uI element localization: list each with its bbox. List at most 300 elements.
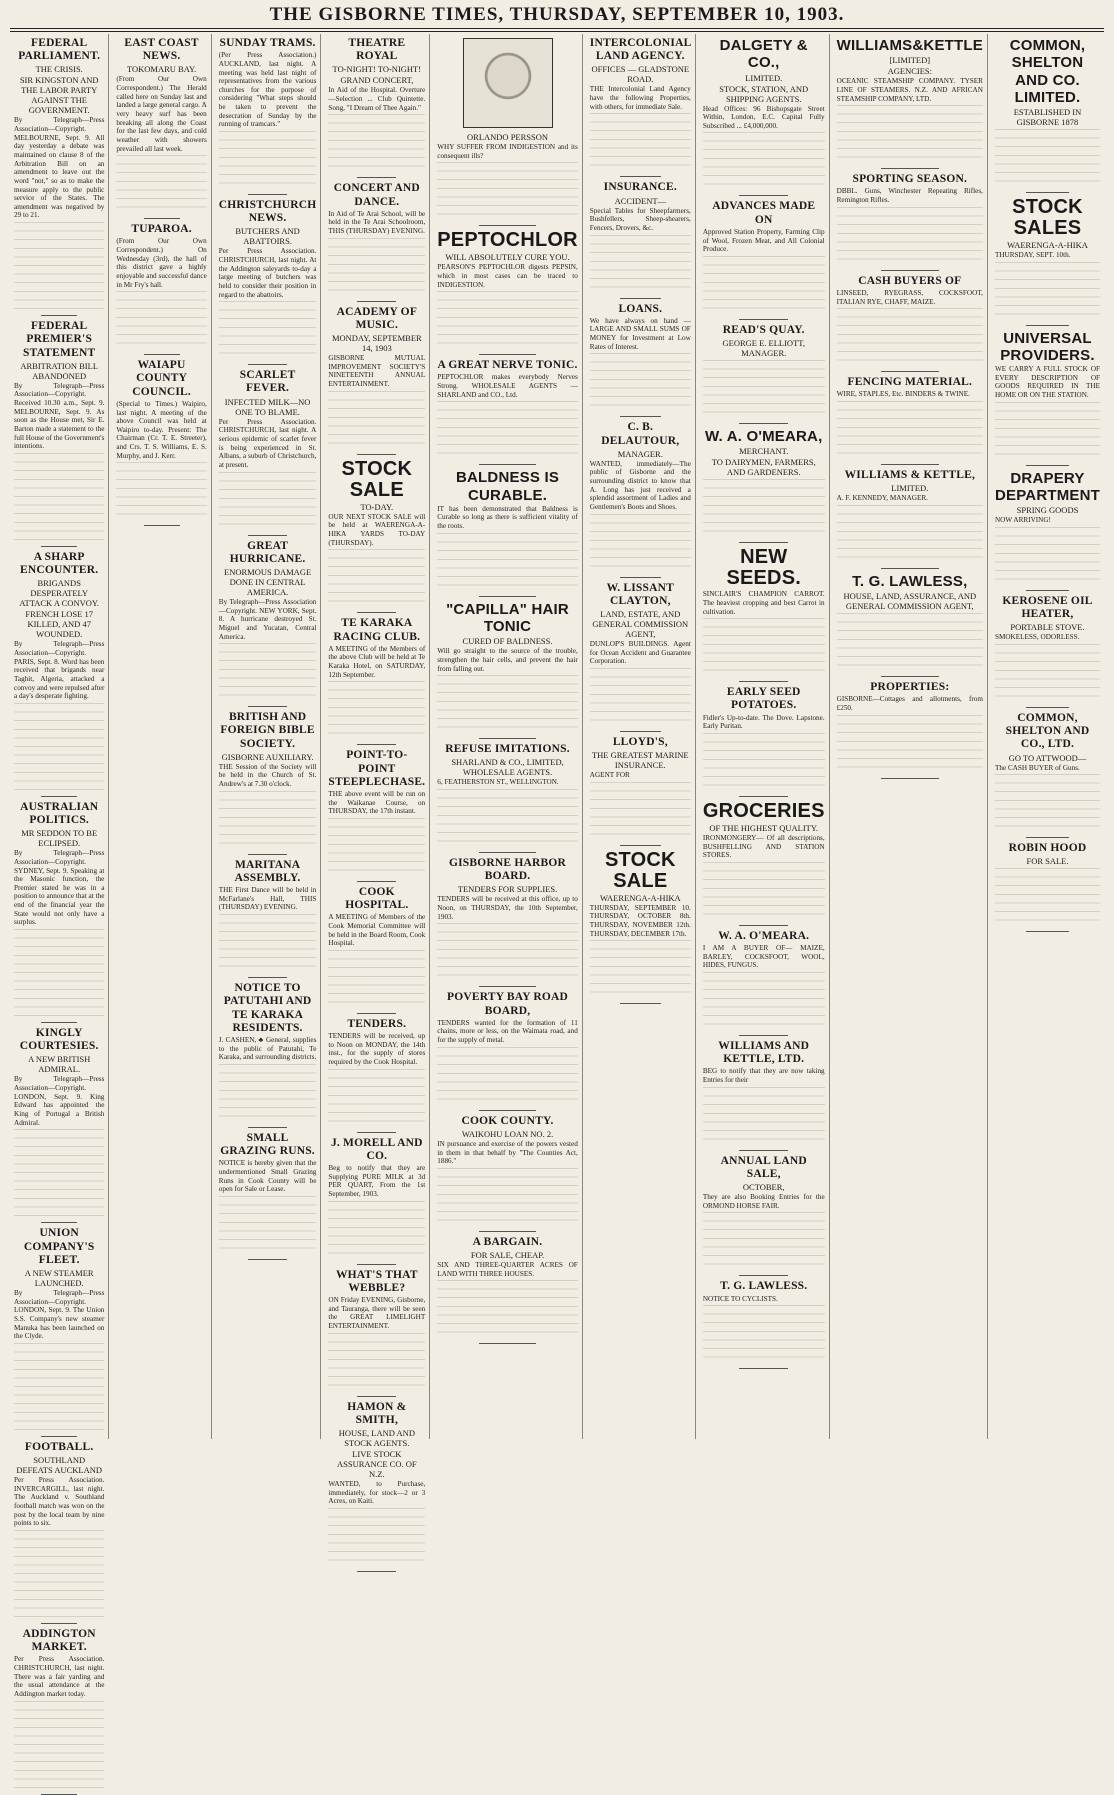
article-headline: WAIAPU COUNTY COUNCIL. [132, 359, 191, 398]
article-body: (From Our Own Correspondent.) The Herald called here on Sunday last and landed a large general cargo. A very heavy surf has been breaking all along the Coast for the last few days, and cold weather with showers prevailed all last week. [116, 75, 207, 153]
text-lines-decoration [14, 1129, 104, 1219]
article-separator [739, 1275, 788, 1276]
article-body: J. CASHEN, ♣ General, supplies to the public of Patutahi, Te Karaka, and surrounding districts. [218, 1036, 317, 1062]
article-headline: FEDERAL PARLIAMENT. [18, 37, 101, 63]
article-separator [41, 796, 77, 797]
article-headline: MARITANA ASSEMBLY. [234, 858, 301, 884]
article [219, 1132, 317, 1260]
text-lines-decoration [703, 618, 825, 678]
article-body: Will go straight to the source of the trouble, strengthen the hair cells, and prevent the hair from falling out. [437, 647, 578, 673]
text-lines-decoration [14, 703, 104, 793]
article-subheading: ACCIDENT— [614, 195, 667, 206]
article-subheading: OF THE HIGHEST QUALITY. [709, 822, 819, 833]
article-body: Special Tables for Sheepfarmers, Bushfellers, Sheep-shearers, Fencers, Drovers, &c. [589, 206, 691, 232]
article [14, 551, 104, 797]
article-headline: UNION COMPANY'S FLEET. [23, 1227, 95, 1266]
article-separator [881, 568, 940, 569]
article-subheading: TOKOMARU BAY. [126, 64, 197, 75]
article-subheading: WAERENGA-A-HIKA [1007, 240, 1088, 250]
text-lines-decoration [590, 940, 691, 1000]
article-body: BEG to notify that they are now taking Entries for their [702, 1067, 825, 1085]
article [837, 275, 983, 373]
article [703, 930, 825, 1036]
article [437, 991, 578, 1110]
article-headline: EAST COAST NEWS. [124, 37, 199, 63]
article [219, 711, 317, 855]
article-body: Fidler's Up-to-date. The Dove. Lapstone. Early Puritan. [702, 713, 825, 731]
text-lines-decoration [437, 923, 578, 983]
article-subheading: TENDERS FOR SUPPLIES. [457, 884, 558, 895]
article-headline: SCARLET FEVER. [239, 369, 296, 395]
article-separator [357, 1264, 396, 1265]
article [14, 801, 104, 1023]
article-body: THURSDAY, SEPT. 10th. [994, 251, 1071, 259]
article-separator [1026, 931, 1068, 932]
article-headline: ADDINGTON MARKET. [22, 1627, 96, 1654]
text-lines-decoration [328, 1069, 425, 1129]
article-body: By Telegraph—Press Association—Copyright. MELBOURNE, Sept. 9. All day yesterday a debate was maintained on clause 8 of the Arbitration Bill on an amendment to leave out the word "not," so as to make the measure apply to the public service of the States. The amendment was negatived by 29 to 21. [14, 116, 105, 220]
article-headline: ADVANCES MADE ON [712, 200, 816, 226]
text-lines-decoration [995, 644, 1100, 704]
article [328, 459, 425, 614]
text-lines-decoration [14, 929, 104, 1019]
article-headline: COMMON, SHELTON AND CO., LTD. [1005, 711, 1090, 751]
text-lines-decoration [219, 791, 317, 851]
text-lines-decoration [437, 1047, 578, 1107]
text-lines-decoration [328, 818, 425, 878]
article-separator [41, 1022, 77, 1023]
column-7 [699, 34, 830, 1439]
article-separator [479, 225, 535, 226]
article-headline: PROPERTIES: [870, 681, 950, 694]
column-2 [112, 34, 211, 1439]
article-subheading: INFECTED MILK—NO ONE TO BLAME. [224, 396, 311, 417]
article [437, 359, 578, 465]
article-subheading: STOCK, STATION, AND SHIPPING AGENTS. [719, 83, 809, 104]
text-lines-decoration [590, 235, 691, 295]
column-6 [586, 34, 696, 1439]
article [328, 306, 425, 455]
article-subheading: LAND, ESTATE, AND GENERAL COMMISSION AGENT, [592, 609, 689, 639]
article-headline: DRAPERY DEPARTMENT [994, 469, 1101, 504]
text-lines-decoration [14, 222, 104, 312]
article-separator [1026, 325, 1068, 326]
article-headline: NEW SEEDS. [726, 546, 801, 590]
column-3 [215, 34, 322, 1439]
article-headline: WILLIAMS&KETTLE [836, 37, 983, 54]
article-subheading: SIR KINGSTON AND THE LABOR PARTY AGAINST THE GOVERNMENT. [19, 75, 99, 116]
text-lines-decoration [437, 162, 578, 222]
article-headline: T. G. LAWLESS. [720, 1280, 808, 1293]
article-body: By Telegraph—Press Association—Copyright. Received 10.30 a.m., Sept. 9. MELBOURNE, Sept. 9. As soon as the House met, Sir E. Barton made a statement to the full House of the Government's intentions. [14, 381, 105, 451]
article-body: WHY SUFFER FROM INDIGESTION and its consequent ills? [437, 143, 578, 160]
article-separator [357, 1396, 396, 1397]
article-body: SMOKELESS, ODORLESS. [994, 633, 1080, 642]
article-separator [739, 681, 788, 682]
article-subheading: MANAGER. [617, 448, 663, 459]
article-separator [479, 464, 535, 465]
article-body: IN pursuance and exercise of the powers vested in them in that behalf by "The Counties Act, 1886." [437, 1139, 578, 1166]
article [219, 369, 317, 535]
article-headline: THEATRE ROYAL [348, 37, 406, 63]
text-lines-decoration [328, 549, 425, 609]
article-subheading: FOR SALE. [1026, 856, 1069, 867]
text-lines-decoration [703, 972, 825, 1032]
text-lines-decoration [437, 1280, 578, 1340]
article-separator [357, 1571, 396, 1572]
article [328, 1401, 425, 1572]
article-separator [479, 1231, 535, 1232]
article-body: They are also Booking Entries for the ORMOND HORSE FAIR. [702, 1193, 825, 1210]
article-body: In Aid of the Hospital. Overture—Selection ... Club Quintette. Song, "I Dream of Thee Again." [328, 86, 426, 112]
article-subheading: CURED OF BALDNESS. [462, 636, 553, 647]
article-subheading: SHARLAND & CO., LIMITED, WHOLESALE AGENTS. [451, 757, 564, 778]
article [437, 230, 578, 355]
article [590, 181, 691, 298]
article-separator [248, 535, 287, 536]
article-separator [620, 577, 660, 578]
article-body: By Telegraph—Press Association—Copyright. PARIS, Sept. 8. Word has been received that brigands near Taghit, Algeria, attacked a convoy and were repulsed after a day's desperate fighting. [14, 640, 105, 701]
article [437, 743, 578, 853]
article-subheading: SPRING GOODS [1016, 505, 1079, 516]
article-headline: W. A. O'MEARA. [718, 929, 810, 942]
text-lines-decoration [837, 105, 983, 165]
article-subheading: GO TO ATTWOOD— [1008, 752, 1087, 763]
article-separator [357, 1132, 396, 1133]
article-separator [620, 298, 660, 299]
article-body: In Aid of Te Arai School, will be held in the Te Arai Schoolroom, THIS (THURSDAY) EVENING. [328, 209, 426, 236]
article-body: DUNLOP'S BUILDINGS. Agent for Ocean Accident and Guarantee Corporation. [589, 640, 691, 666]
article-headline: COOK COUNTY. [461, 1114, 554, 1127]
text-lines-decoration [437, 675, 578, 735]
article-headline: DALGETY & CO., [719, 37, 808, 72]
article [995, 37, 1100, 193]
article-subheading: LIMITED. [891, 483, 929, 494]
article-subheading: GRAND CONCERT, [340, 75, 414, 86]
article [219, 37, 317, 195]
article-separator [739, 1035, 788, 1036]
article-body: IT has been demonstrated that Baldness is Curable so long as there is sufficient vitality of the roots. [437, 504, 578, 531]
article-headline: WILLIAMS & KETTLE, [844, 469, 976, 482]
article-body: A MEETING of Members of the Cook Memorial Committee will be held in the Board Room, Cook Hospital. [328, 913, 426, 948]
article-body: (From Our Own Correspondent.) On Wednesday (3rd), the hall of this district gave a highly enjoyable and successful dance in Mr Fry's hall. [116, 237, 207, 289]
article [703, 37, 825, 196]
article-subheading: TO-DAY. [360, 501, 394, 512]
columns [10, 34, 1104, 1698]
article-body: AGENT FOR [589, 771, 630, 780]
text-lines-decoration [995, 402, 1100, 462]
article-body: GISBORNE—Cottages and allotments, from £250. [836, 695, 983, 712]
article [703, 324, 825, 424]
text-lines-decoration [590, 668, 691, 728]
article [590, 37, 691, 177]
article-separator [357, 301, 396, 302]
article-body: We have always on hand — LARGE AND SMALL SUMS OF MONEY for Investment at Low Rates of Interest. [589, 316, 691, 351]
article-headline: UNIVERSAL PROVIDERS. [1000, 329, 1095, 364]
article-subheading: BUTCHERS AND ABATTOIRS. [235, 226, 300, 247]
article-separator [881, 371, 940, 372]
article-body: A MEETING of the Members of the above Club will be held at Te Karaka Hotel, on SATURDAY, 12th September. [328, 644, 426, 679]
text-lines-decoration [328, 1201, 425, 1261]
article-headline: POVERTY BAY ROAD BOARD, [447, 991, 569, 1017]
text-lines-decoration [116, 462, 206, 522]
article [995, 842, 1100, 932]
article-subheading: A NEW BRITISH ADMIRAL. [28, 1054, 91, 1075]
article-body: PEARSON'S PEPTOCHLOR digests PEPSIN, which in most cases can be traced to INDIGESTION. [437, 263, 578, 289]
article-headline: COMMON, SHELTON AND CO. LIMITED. [1009, 37, 1086, 106]
article-body: The CASH BUYER of Guns. [994, 763, 1080, 772]
article-body: TENDERS will be received at this office, up to Noon, on THURSDAY, the 10th September, 1903. [437, 895, 578, 921]
article-body: THE above event will be run on the Waikanae Course, on THURSDAY, the 17th instant. [328, 789, 426, 816]
article-separator [41, 1623, 77, 1624]
article-subheading: OCTOBER, [742, 1182, 785, 1193]
article [14, 1628, 104, 1795]
text-lines-decoration [837, 308, 983, 368]
article-separator [248, 706, 287, 707]
article [437, 469, 578, 596]
text-lines-decoration [116, 291, 206, 351]
article [437, 1236, 578, 1345]
article-body: THURSDAY, SEPTEMBER 10. THURSDAY, OCTOBER 8th. THURSDAY, NOVEMBER 12th. THURSDAY, DECEMBER 17th. [589, 903, 691, 938]
article-body: ON Friday EVENING, Gisborne, and Tauranga, there will be seen the GREAT LIMELIGHT ENTERTAINMENT. [328, 1296, 426, 1330]
article-headline: WILLIAMS AND KETTLE, LTD. [718, 1039, 810, 1066]
text-lines-decoration [995, 129, 1100, 189]
masthead-rule-2 [10, 31, 1104, 32]
article [219, 859, 317, 978]
article-body: TENDERS will be received, up to Noon on MONDAY, the 14th inst., for the supply of stores required by the Cook Hospital. [328, 1032, 426, 1066]
article-body: THE Session of the Society will be held in the Church of St. Andrew's at 7.30 o'clock. [218, 762, 317, 789]
article-body: OCEANIC STEAMSHIP COMPANY. TYSER LINE OF STEAMERS. N.Z. AND AFRICAN STEAMSHIP COMPANY, LTD. [836, 77, 983, 103]
text-lines-decoration [14, 1701, 104, 1791]
article-body: Per Press Association. CHRISTCHURCH, last night. A serious epidemic of scarlet fever is being experienced in St. Albans, a suburb of Christchurch, at present. [218, 417, 317, 469]
article [437, 601, 578, 739]
column-1 [10, 34, 109, 1698]
article [328, 617, 425, 745]
article-subheading: ESTABLISHED IN GISBORNE 1878 [1013, 107, 1082, 127]
article [703, 1040, 825, 1151]
article-separator [739, 1368, 788, 1369]
article-body: NOTICE TO CYCLISTS. [702, 1294, 778, 1303]
text-lines-decoration [437, 1168, 578, 1228]
article-subheading: WILL ABSOLUTELY CURE YOU. [445, 252, 570, 263]
article-headline: J. MORELL AND CO. [330, 1136, 423, 1162]
article-body: 6, FEATHERSTON ST., WELLINGTON. [437, 778, 559, 787]
article-separator [881, 778, 940, 779]
text-lines-decoration [437, 401, 578, 461]
article [219, 199, 317, 365]
article-headline: A BARGAIN. [472, 1235, 543, 1248]
article-separator [248, 854, 287, 855]
article [590, 421, 691, 577]
text-lines-decoration [995, 868, 1100, 928]
article-body: NOW ARRIVING! [994, 516, 1051, 525]
article-headline: KEROSENE OIL HEATER, [1002, 594, 1093, 621]
text-lines-decoration [437, 291, 578, 351]
article [590, 303, 691, 418]
article-headline: GREAT HURRICANE. [229, 539, 306, 565]
article-separator [357, 177, 396, 178]
article-separator [739, 542, 788, 543]
article [219, 540, 317, 708]
article [703, 686, 825, 797]
article-subheading: TO-NIGHT! TO-NIGHT! [332, 64, 422, 75]
article-separator [41, 315, 77, 316]
article-separator [357, 1013, 396, 1014]
article [116, 223, 206, 355]
article-separator [1026, 192, 1068, 193]
article-separator [248, 1259, 287, 1260]
article-headline: CASH BUYERS OF [858, 274, 962, 287]
article-headline: BRITISH AND FOREIGN BIBLE SOCIETY. [220, 711, 315, 750]
article-separator [479, 738, 535, 739]
article [703, 428, 825, 543]
article-headline: GISBORNE HARBOR BOARD. [448, 857, 567, 883]
article-body: NOTICE is hereby given that the undermentioned Small Grazing Runs in Cook County will be open for Sale or Lease. [218, 1159, 317, 1194]
column-9 [991, 34, 1104, 1439]
article [328, 1018, 425, 1133]
article-headline: FEDERAL PREMIER'S STATEMENT [23, 320, 96, 359]
column-8 [833, 34, 988, 1439]
article-separator [479, 596, 535, 597]
article-headline: STOCK SALE [341, 457, 413, 501]
article [437, 38, 578, 226]
article [14, 1441, 104, 1624]
article-subheading: OFFICES — GLADSTONE ROAD. [591, 64, 690, 85]
text-lines-decoration [219, 472, 317, 532]
article-separator [881, 464, 940, 465]
article-headline: W. LISSANT CLAYTON, [606, 581, 675, 607]
article-headline: NOTICE TO PATUTAHI AND TE KARAKA RESIDENTS. [223, 982, 312, 1034]
text-lines-decoration [437, 533, 578, 593]
article-body: By Telegraph—Press Association—Copyright. NEW YORK, Sept. 8. A hurricane destroyed St. Miguel and Yucatan, Central America. [218, 597, 317, 641]
article-separator [620, 416, 660, 417]
article-subheading: PORTABLE STOVE. [1010, 622, 1085, 633]
text-lines-decoration [590, 514, 691, 574]
article-headline: A SHARP ENCOUNTER. [20, 550, 99, 577]
article-subheading: MONDAY, SEPTEMBER 14, 1903 [331, 333, 422, 354]
article [328, 1137, 425, 1265]
article [837, 376, 983, 465]
text-lines-decoration [703, 733, 825, 793]
article [995, 595, 1100, 708]
article-separator [620, 845, 660, 846]
text-lines-decoration [219, 301, 317, 361]
article-body: Approved Station Property, Farming Clip of Wool, Frozen Meat, and All Colonial Produce. [702, 227, 825, 254]
text-lines-decoration [703, 360, 825, 420]
article-separator [620, 1003, 660, 1004]
article-headline: LOANS. [618, 302, 663, 315]
article-headline: STOCK SALES [1012, 196, 1083, 239]
article-body: OUR NEXT STOCK SALE will be held at WAERENGA-A-HIKA YARDS TO-DAY (THURSDAY). [328, 512, 426, 547]
article-subheading: WAIKOHU LOAN NO. 2. [461, 1128, 554, 1139]
article-body: THE First Dance will be held in McFarlane's Hall, THIS (THURSDAY) EVENING. [218, 886, 317, 912]
article-separator [248, 364, 287, 365]
article [328, 886, 425, 1014]
article-subheading: MR SEDDON TO BE ECLIPSED. [21, 828, 98, 849]
article [328, 182, 425, 301]
article-body: Per Press Association. CHRISTCHURCH, last night. At the Addington saleyards to-day a large meeting of butchers was held to consider their position in regard to the abattoirs. [218, 247, 317, 299]
text-lines-decoration [328, 1333, 425, 1393]
article [995, 330, 1100, 466]
article-separator [620, 176, 660, 177]
article-subheading: GISBORNE AUXILIARY. [221, 751, 314, 762]
article-subheading: THE GREATEST MARINE INSURANCE. [591, 750, 689, 771]
article-subheading: AGENCIES: [887, 66, 932, 77]
article-subheading: GEORGE E. ELLIOTT, MANAGER. [722, 338, 805, 358]
text-lines-decoration [328, 114, 425, 174]
article [328, 37, 425, 178]
article-headline: C. B. DELAUTOUR, [601, 421, 680, 447]
article-headline: A GREAT NERVE TONIC. [437, 359, 578, 372]
text-lines-decoration [590, 782, 691, 842]
article-headline: STOCK SALE [604, 848, 676, 892]
article-body: WE CARRY A FULL STOCK OF EVERY DESCRIPTION OF GOODS REQUIRED IN THE HOME OR ON THE STATION. [994, 365, 1101, 400]
article-headline: W. A. O'MEARA, [704, 428, 823, 445]
text-lines-decoration [219, 1064, 317, 1124]
article-body: Head Offices: 96 Bishopsgate Street Within, London, E.C. Capital Fully Subscribed ... £4,000,000. [702, 104, 825, 130]
text-lines-decoration [837, 613, 983, 673]
text-lines-decoration [995, 527, 1100, 587]
article-subheading: HOUSE, LAND, ASSURANCE, AND GENERAL COMMISSION AGENT, [843, 591, 977, 612]
portrait-illustration [463, 38, 553, 128]
article [837, 173, 983, 271]
article-subheading: TO DAIRYMEN, FARMERS, AND GARDENERS. [711, 457, 816, 478]
article [703, 1280, 825, 1369]
article [14, 1027, 104, 1223]
text-lines-decoration [219, 914, 317, 974]
text-lines-decoration [328, 391, 425, 451]
article [116, 359, 206, 526]
article-body: Beg to notify that they are Supplying PURE MILK at 3d PER QUART, From the 1st September, 1903. [328, 1164, 426, 1198]
article-body: IRONMONGERY— Of all descriptions, BUSHFELLING AND STATION STORES. [702, 833, 825, 860]
text-lines-decoration [328, 1508, 425, 1568]
article-body: SINCLAIR'S CHAMPION CARROT. The heaviest cropping and best Carrot in cultivation. [702, 590, 825, 616]
article-subheading: A NEW STEAMER LAUNCHED. [24, 1267, 94, 1288]
article-body: Per Press Association. INVERCARGILL, last night. The Auckland v. Southland football match was won on the post by the local team by nine points to six. [14, 1476, 105, 1528]
article-separator [1026, 837, 1068, 838]
article [14, 1227, 104, 1437]
text-lines-decoration [703, 1087, 825, 1147]
article-body: (Per Press Association.) AUCKLAND, last night. A meeting was held last night of representatives from the various churches for the purpose of considering "What steps should be taken to prevent the desecration of Sunday by the running of tramcars." [218, 51, 317, 129]
article-separator [1026, 707, 1068, 708]
text-lines-decoration [14, 453, 104, 543]
article-headline: GROCERIES [702, 799, 825, 822]
article-headline: FENCING MATERIAL. [847, 376, 973, 389]
article [328, 749, 425, 882]
article-body: WANTED, to Purchase, immediately, for stock—2 or 3 Acres, on Kaiti. [328, 1480, 426, 1506]
article-subheading: LIVE STOCK ASSURANCE CO. OF N.Z. [337, 1449, 417, 1480]
article [590, 736, 691, 846]
article-separator [620, 731, 660, 732]
text-lines-decoration [703, 1212, 825, 1272]
article-headline: BALDNESS IS CURABLE. [455, 469, 560, 504]
article [590, 850, 691, 1005]
text-lines-decoration [837, 505, 983, 565]
text-lines-decoration [703, 479, 825, 539]
article-headline: AUSTRALIAN POLITICS. [20, 800, 99, 827]
article-headline: SPORTING SEASON. [852, 173, 968, 186]
text-lines-decoration [703, 256, 825, 316]
text-lines-decoration [219, 131, 317, 191]
article-headline: ROBIN HOOD [1008, 842, 1087, 855]
article-separator [41, 546, 77, 547]
article-headline: T. G. LAWLESS, [852, 572, 968, 590]
article-separator [144, 525, 180, 526]
article-headline: HAMON & SMITH, [347, 1400, 407, 1426]
article-body: LINSEED, RYEGRASS, COCKSFOOT, ITALIAN RYE, CHAFF, MAIZE. [836, 288, 983, 306]
text-lines-decoration [14, 1530, 104, 1620]
article-separator [357, 454, 396, 455]
